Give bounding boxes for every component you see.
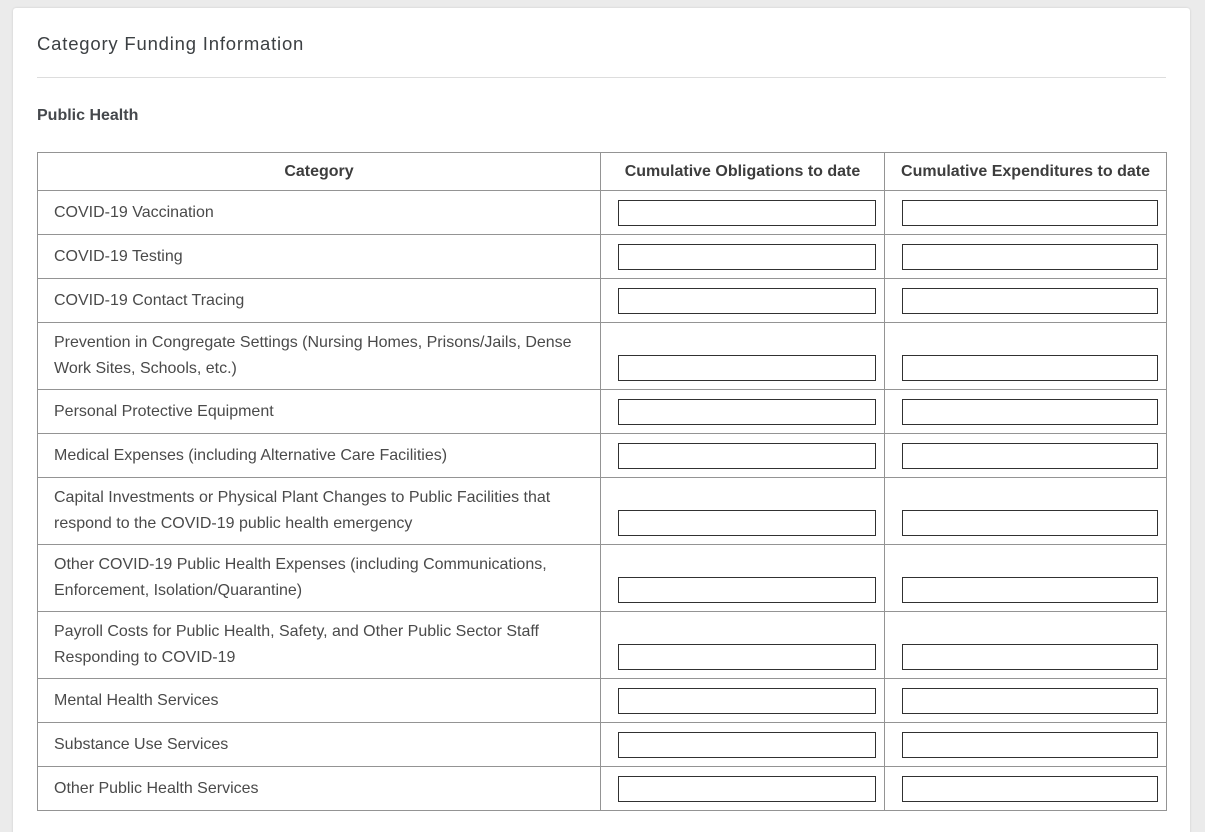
expenditures-input[interactable] [902, 443, 1158, 469]
expenditures-cell [885, 191, 1167, 235]
section-heading-public-health: Public Health [37, 107, 139, 124]
category-label: Payroll Costs for Public Health, Safety, and Other Public Sector Staff Responding to COVID-19 [38, 612, 601, 679]
table-row [38, 191, 1167, 235]
obligations-input[interactable] [618, 443, 876, 469]
table-row [38, 545, 1167, 612]
obligations-input[interactable] [618, 200, 876, 226]
category-label: Mental Health Services [38, 679, 601, 723]
category-label: Medical Expenses (including Alternative Care Facilities) [38, 434, 601, 478]
expenditures-cell [885, 279, 1167, 323]
expenditures-cell [885, 767, 1167, 811]
table-row [38, 767, 1167, 811]
obligations-cell [601, 191, 885, 235]
expenditures-cell [885, 390, 1167, 434]
table-row [38, 323, 1167, 390]
category-label: Capital Investments or Physical Plant Changes to Public Facilities that respond to the COVID-19 public health emergency [38, 478, 601, 545]
obligations-input[interactable] [618, 355, 876, 381]
obligations-input[interactable] [618, 510, 876, 536]
category-label: Substance Use Services [38, 723, 601, 767]
title-divider [37, 77, 1166, 78]
expenditures-cell [885, 723, 1167, 767]
table-row [38, 235, 1167, 279]
expenditures-input[interactable] [902, 355, 1158, 381]
obligations-cell [601, 767, 885, 811]
expenditures-cell [885, 434, 1167, 478]
obligations-input[interactable] [618, 644, 876, 670]
expenditures-cell [885, 478, 1167, 545]
obligations-input[interactable] [618, 399, 876, 425]
column-header-category: Category [38, 153, 601, 191]
category-label: Other Public Health Services [38, 767, 601, 811]
obligations-cell [601, 279, 885, 323]
table-row [38, 478, 1167, 545]
category-label: COVID-19 Contact Tracing [38, 279, 601, 323]
expenditures-input[interactable] [902, 644, 1158, 670]
category-label: Prevention in Congregate Settings (Nursing Homes, Prisons/Jails, Dense Work Sites, Schools, etc.) [38, 323, 601, 390]
category-funding-card [13, 8, 1190, 832]
category-label: COVID-19 Testing [38, 235, 601, 279]
expenditures-input[interactable] [902, 244, 1158, 270]
expenditures-input[interactable] [902, 510, 1158, 536]
expenditures-cell [885, 612, 1167, 679]
obligations-input[interactable] [618, 688, 876, 714]
obligations-cell [601, 612, 885, 679]
expenditures-input[interactable] [902, 200, 1158, 226]
obligations-cell [601, 323, 885, 390]
table-row [38, 390, 1167, 434]
column-header-cumulative-expenditures: Cumulative Expenditures to date [885, 153, 1167, 191]
category-label: COVID-19 Vaccination [38, 191, 601, 235]
obligations-cell [601, 235, 885, 279]
expenditures-cell [885, 323, 1167, 390]
table-row [38, 723, 1167, 767]
page-title: Category Funding Information [37, 33, 305, 54]
expenditures-input[interactable] [902, 577, 1158, 603]
funding-table [37, 152, 1167, 811]
obligations-cell [601, 723, 885, 767]
expenditures-cell [885, 235, 1167, 279]
obligations-input[interactable] [618, 577, 876, 603]
obligations-cell [601, 545, 885, 612]
expenditures-input[interactable] [902, 399, 1158, 425]
expenditures-input[interactable] [902, 732, 1158, 758]
obligations-cell [601, 434, 885, 478]
table-row [38, 279, 1167, 323]
column-header-cumulative-obligations: Cumulative Obligations to date [601, 153, 885, 191]
expenditures-cell [885, 679, 1167, 723]
expenditures-input[interactable] [902, 776, 1158, 802]
table-header-row [38, 153, 1167, 191]
obligations-cell [601, 390, 885, 434]
obligations-input[interactable] [618, 244, 876, 270]
obligations-cell [601, 679, 885, 723]
table-row [38, 434, 1167, 478]
table-row [38, 612, 1167, 679]
expenditures-input[interactable] [902, 288, 1158, 314]
category-label: Other COVID-19 Public Health Expenses (including Communications, Enforcement, Isolation/Quarantine) [38, 545, 601, 612]
table-row [38, 679, 1167, 723]
obligations-input[interactable] [618, 732, 876, 758]
obligations-cell [601, 478, 885, 545]
category-label: Personal Protective Equipment [38, 390, 601, 434]
obligations-input[interactable] [618, 776, 876, 802]
expenditures-input[interactable] [902, 688, 1158, 714]
expenditures-cell [885, 545, 1167, 612]
obligations-input[interactable] [618, 288, 876, 314]
